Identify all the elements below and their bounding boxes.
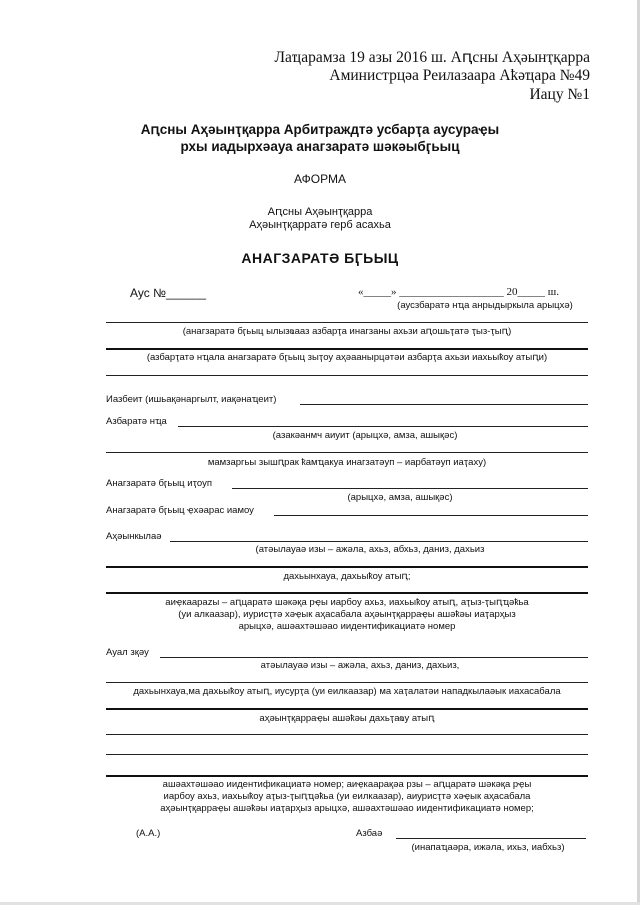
deadline-line[interactable] xyxy=(274,515,588,516)
debtor-org-line[interactable] xyxy=(106,592,588,594)
form-label: АФОРМА xyxy=(294,172,346,186)
date-month-blank[interactable]: ___________________ xyxy=(399,286,504,298)
organization-caption-2: ашәахтәшәао иидентификациатә номер; аиҿкаарақәа рзы – аԥцаратә шәкәқа рҿы иарбоу ахьз, иахьыҟоу аҭыз-ҭыԥҵәҟьа (уи еилкаазар), аиурисҭтә хәҿык аҳасабала аҳәынҭқарраҿы ашәҟәы иаҭарҳыз арыцхә, ашәахтәшәао иидентификациатә номер; xyxy=(160,779,534,814)
case-number-label: Аус № xyxy=(130,286,166,300)
issue-date-line[interactable] xyxy=(232,488,588,489)
debtor-address-caption-2: дахьынхауа, дахьыҟоу атыԥ; xyxy=(283,571,411,582)
plaintiff-label: Иазбеит (ишьақәнаргылт, иақәнаҵеит) xyxy=(106,394,277,405)
creditor-address-caption: атәылауаә изы – ажәла, ахьз, даниз, дахьиз, xyxy=(260,660,460,671)
judge-signature-line[interactable] xyxy=(396,838,586,839)
header-line-3: Иацу №1 xyxy=(529,86,590,103)
creditor-line[interactable] xyxy=(160,657,588,658)
title-line-2: рхы иадырхәауа анагзаратә шәкәыбӷьыц xyxy=(180,139,460,154)
year-suffix: ш. xyxy=(547,286,559,298)
debtor-line[interactable] xyxy=(170,541,588,542)
state-registration-caption: аҳәынҭқарраҿы ашәҟәы дахьҭаҩу атыԥ xyxy=(259,713,435,724)
creditor-residence-line[interactable] xyxy=(106,708,588,710)
court-issue-line[interactable] xyxy=(106,348,588,350)
debtor-address-caption: (атәылауаә изы – ажәла, ахьз, абхьз, даниз, дахьиз xyxy=(255,544,485,555)
organization-caption: аиҿкаарazы – аԥцаратә шәкәқа рҿы иарбоу ахьз, иахьыҟоу атыԥ, аҭыз-ҭыԥҵәҟьа (уи алкаазар), иурисҭтә хәҿык аҳасабала аҳәынҭқарраҿы ашәҟәы иаҭарҳыз арыцхә, ашәахтәшәао иидентификациатә номер xyxy=(165,597,529,632)
creditor-label: Ауал зқәу xyxy=(106,647,149,658)
document-title: АНАГЗАРАТӘ БӶЬЫЦ xyxy=(241,250,399,266)
stamp-label: (А.А.) xyxy=(136,828,161,839)
creditor-address-line[interactable] xyxy=(106,682,588,683)
judge-label: Азбаә xyxy=(356,828,383,839)
court-extra-line[interactable] xyxy=(106,375,588,376)
deadline-label: Анагзаратә бӷьыц ҿхәарас иамоу xyxy=(106,505,254,516)
header-line-1: Лаҵарамза 19 азы 2016 ш. Аԥсны Аҳәынҭқарра xyxy=(274,49,590,66)
creditor-residence-caption: дахьынхауа,ма дахьыҟоу атыԥ, иусурҭа (уи еилкаазар) ма хаҭалатәи нападкылаәык иахасабала xyxy=(133,686,561,697)
emblem-line-2: Аҳәынҭқарратә герб асахьа xyxy=(249,219,391,231)
date-caption: (аусзбаратә нҵа анрыдыркыла арыцхә) xyxy=(397,300,573,311)
header-line-2: Аминистрцәа Реилазаара Аҟәҵара №49 xyxy=(329,67,590,84)
court-line[interactable] xyxy=(106,322,588,323)
date-close-quote: » xyxy=(391,286,397,298)
plaintiff-line[interactable] xyxy=(300,404,588,405)
date-day-blank[interactable]: _____ xyxy=(363,286,391,298)
decision-date-label: Азбаратә нҵа xyxy=(106,416,167,427)
case-number-blank[interactable]: ______ xyxy=(165,286,206,300)
debtor-address-line[interactable] xyxy=(106,566,588,568)
signature-caption: (инапаҵаәра, ижәла, ихьз, иабхьз) xyxy=(411,842,565,853)
issue-date-caption: (арыцхә, амза, ашықәс) xyxy=(347,492,453,503)
registration-line-2[interactable] xyxy=(106,754,588,755)
debtor-label: Аҳәынкылаә xyxy=(106,531,162,542)
decision-date-line[interactable] xyxy=(178,426,588,427)
registration-line-3[interactable] xyxy=(106,775,588,777)
resolution-caption: мамзаргьы зышԥрак ҟамҵакуа инагзатәуп – иарбатәуп иаҭаху) xyxy=(207,457,487,468)
title-line-1: Аԥсны Аҳәынҭқарра Арбитраждтә усбарҭа аусураҿы xyxy=(140,122,500,137)
date-open-quote: « xyxy=(358,286,364,298)
court-issue-caption: (азбарҭатә нҵала анагзаратә бӷьыц зыҭоу аҳәаанырцәтәи азбарҭа ахьзи иахьыҟоу атыԥи) xyxy=(146,352,548,363)
date-row xyxy=(358,286,559,298)
registration-line-1[interactable] xyxy=(106,734,588,735)
emblem-line-1: Аԥсны Аҳәынҭқарра xyxy=(267,206,373,218)
year-blank[interactable]: _____ xyxy=(517,286,545,298)
enter-date-caption: (азакәанмч аиуит (арыцхә, амза, ашықәс) xyxy=(272,430,458,441)
resolution-line[interactable] xyxy=(106,452,588,453)
court-name-caption: (анагзаратә бӷьыц ылызҩааз азбарҭа инагзаны ахьзи аԥошьҭатә ҭыз-ҭыԥ) xyxy=(182,326,512,337)
case-number-row xyxy=(130,286,206,300)
issue-date-label: Анагзаратә бӷьыц иҭоуп xyxy=(106,478,212,489)
year-prefix: 20 xyxy=(506,286,518,298)
